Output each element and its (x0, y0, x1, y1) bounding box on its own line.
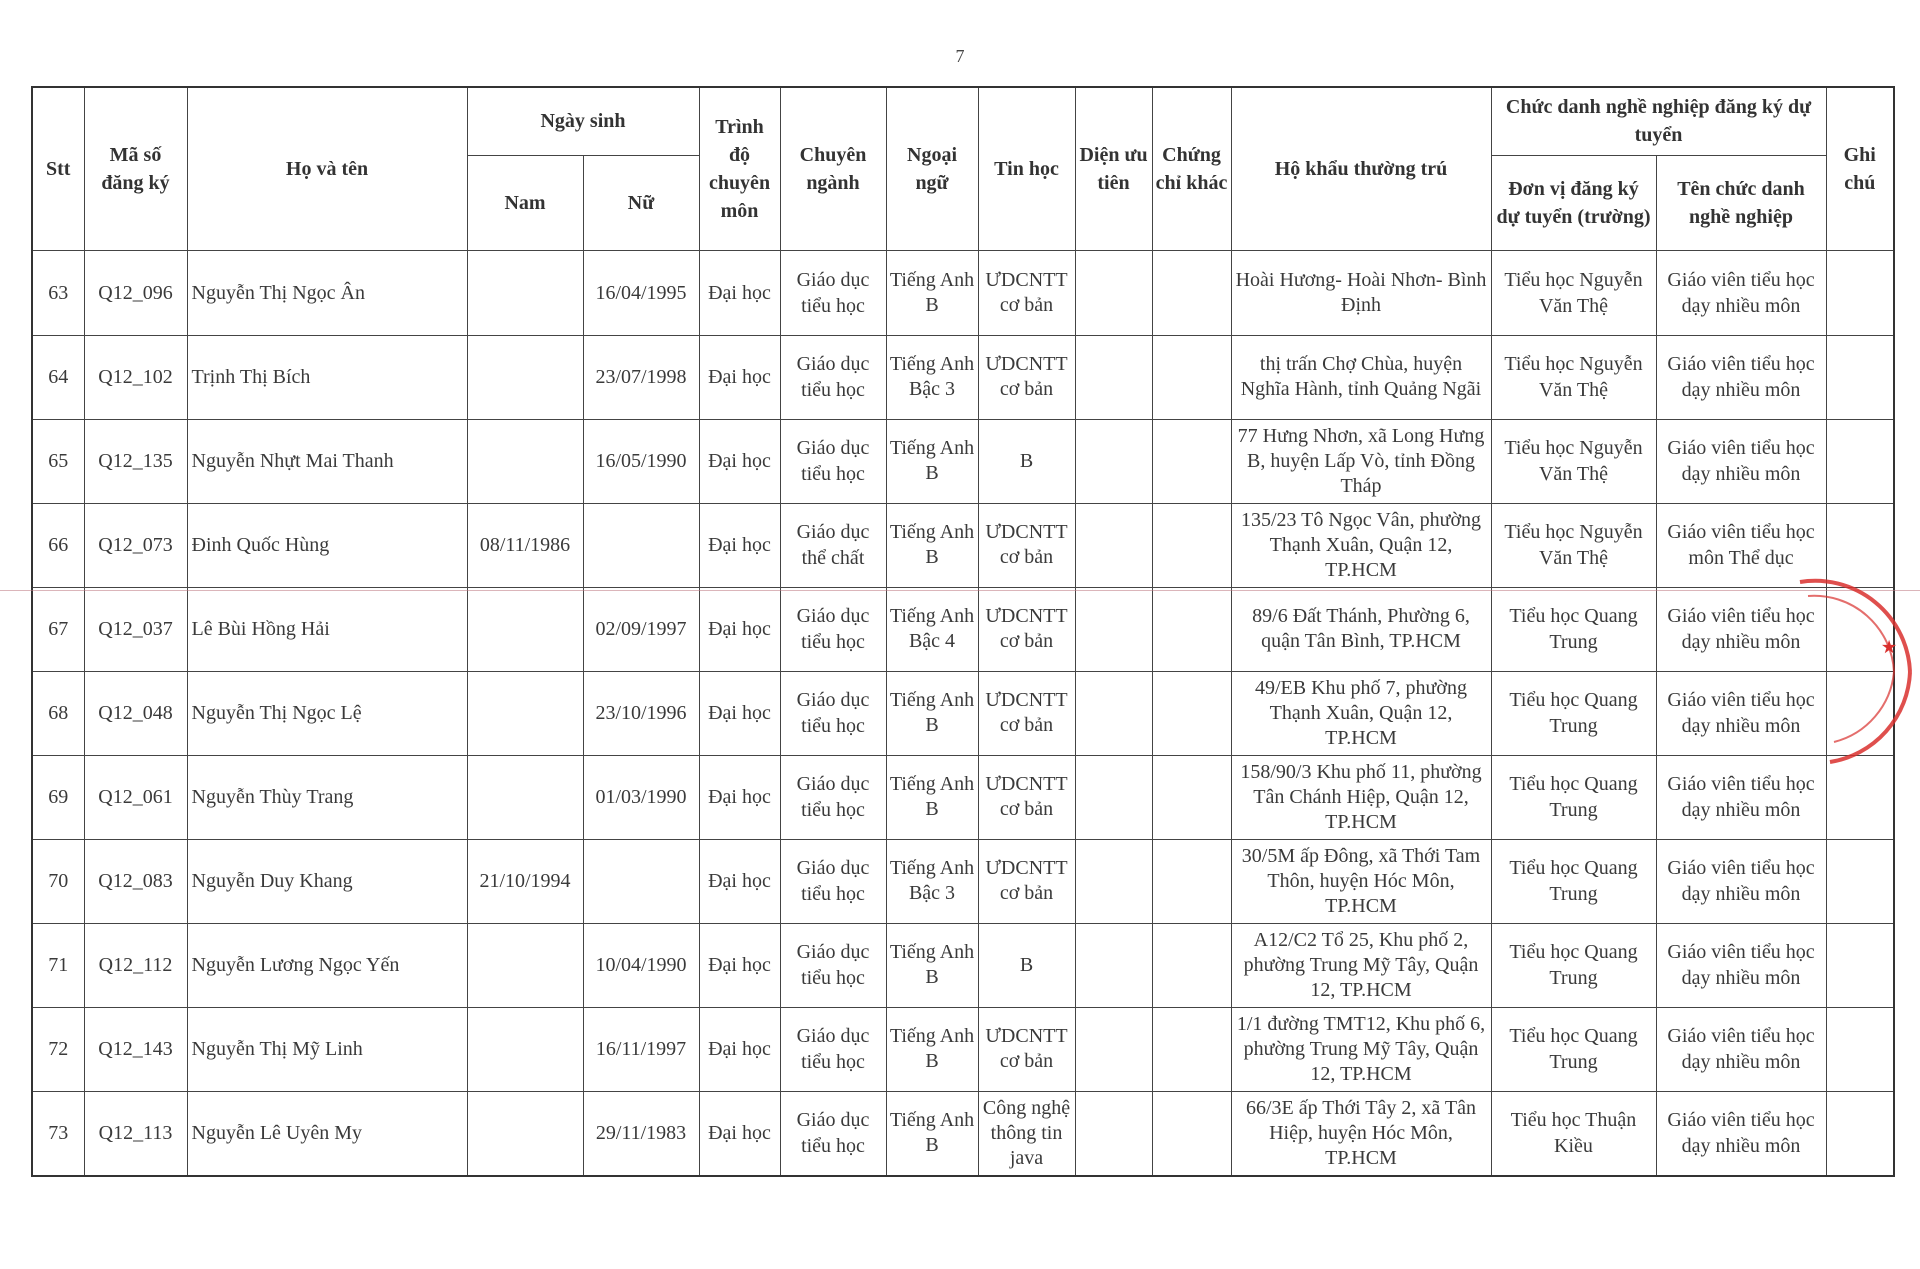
row-chuc-danh: Giáo viên tiểu học dạy nhiều môn (1656, 1007, 1826, 1091)
row-trinh-do: Đại học (699, 503, 780, 587)
row-dien-uu-tien (1075, 587, 1152, 671)
row-chuc-danh: Giáo viên tiểu học dạy nhiều môn (1656, 250, 1826, 335)
header-ho-ten: Họ và tên (187, 87, 467, 250)
candidate-table (31, 86, 1895, 1177)
row-don-vi: Tiểu học Thuận Kiều (1491, 1091, 1656, 1176)
table-row (32, 419, 1894, 503)
row-ghi-chu (1826, 503, 1894, 587)
table-row (32, 1091, 1894, 1176)
row-trinh-do: Đại học (699, 671, 780, 755)
row-chuyen-nganh: Giáo dục tiểu học (780, 755, 886, 839)
row-dien-uu-tien (1075, 1091, 1152, 1176)
row-tin-hoc: ƯDCNTT cơ bản (978, 839, 1075, 923)
row-ngoai-ngu: Tiếng Anh B (886, 671, 978, 755)
row-trinh-do: Đại học (699, 755, 780, 839)
page-number: 7 (955, 46, 965, 66)
row-dob-female: 23/10/1996 (583, 671, 699, 755)
header-ma-so: Mã số đăng ký (84, 87, 187, 250)
row-don-vi: Tiểu học Quang Trung (1491, 671, 1656, 755)
row-dob-male (467, 250, 583, 335)
row-ghi-chu (1826, 671, 1894, 755)
table-row (32, 755, 1894, 839)
row-ma-so: Q12_096 (84, 250, 187, 335)
row-chung-chi (1152, 335, 1231, 419)
header-tin-hoc: Tin học (978, 87, 1075, 250)
row-tin-hoc: B (978, 419, 1075, 503)
header-trinh-do: Trình độ chuyên môn (699, 87, 780, 250)
row-chung-chi (1152, 250, 1231, 335)
row-ho-khau: thị trấn Chợ Chùa, huyện Nghĩa Hành, tỉnh Quảng Ngãi (1231, 335, 1491, 419)
row-name: Nguyễn Thị Ngọc Lệ (187, 671, 467, 755)
row-dob-male: 08/11/1986 (467, 503, 583, 587)
row-stt: 65 (32, 419, 84, 503)
row-dob-female: 16/11/1997 (583, 1007, 699, 1091)
header-dien-uu-tien: Diện ưu tiên (1075, 87, 1152, 250)
row-don-vi: Tiểu học Quang Trung (1491, 923, 1656, 1007)
row-stt: 70 (32, 839, 84, 923)
row-ma-so: Q12_112 (84, 923, 187, 1007)
row-dob-female: 01/03/1990 (583, 755, 699, 839)
row-stt: 68 (32, 671, 84, 755)
header-ngay-sinh: Ngày sinh (467, 87, 699, 155)
row-trinh-do: Đại học (699, 335, 780, 419)
row-don-vi: Tiểu học Quang Trung (1491, 755, 1656, 839)
table-row (32, 587, 1894, 671)
row-dien-uu-tien (1075, 335, 1152, 419)
row-ma-so: Q12_073 (84, 503, 187, 587)
svg-text:★: ★ (1878, 637, 1899, 657)
row-chuyen-nganh: Giáo dục tiểu học (780, 419, 886, 503)
row-ghi-chu (1826, 250, 1894, 335)
row-stt: 71 (32, 923, 84, 1007)
row-dien-uu-tien (1075, 250, 1152, 335)
row-ghi-chu (1826, 923, 1894, 1007)
row-chung-chi (1152, 419, 1231, 503)
row-ho-khau: 77 Hưng Nhơn, xã Long Hưng B, huyện Lấp Vò, tỉnh Đồng Tháp (1231, 419, 1491, 503)
row-name: Nguyễn Nhựt Mai Thanh (187, 419, 467, 503)
row-chuyen-nganh: Giáo dục thể chất (780, 503, 886, 587)
row-stt: 72 (32, 1007, 84, 1091)
row-trinh-do: Đại học (699, 419, 780, 503)
row-stt: 63 (32, 250, 84, 335)
table-row (32, 335, 1894, 419)
row-stt: 69 (32, 755, 84, 839)
header-chung-chi: Chứng chỉ khác (1152, 87, 1231, 250)
row-ho-khau: Hoài Hương- Hoài Nhơn- Bình Định (1231, 250, 1491, 335)
row-ho-khau: 66/3E ấp Thới Tây 2, xã Tân Hiệp, huyện Hóc Môn, TP.HCM (1231, 1091, 1491, 1176)
row-ngoai-ngu: Tiếng Anh B (886, 1091, 978, 1176)
row-dob-female: 23/07/1998 (583, 335, 699, 419)
row-ho-khau: 89/6 Đất Thánh, Phường 6, quận Tân Bình, TP.HCM (1231, 587, 1491, 671)
row-ngoai-ngu: Tiếng Anh B (886, 503, 978, 587)
row-stt: 73 (32, 1091, 84, 1176)
table-row (32, 671, 1894, 755)
row-ma-so: Q12_113 (84, 1091, 187, 1176)
row-tin-hoc: ƯDCNTT cơ bản (978, 587, 1075, 671)
row-ho-khau: 49/EB Khu phố 7, phường Thạnh Xuân, Quận 12, TP.HCM (1231, 671, 1491, 755)
row-chuyen-nganh: Giáo dục tiểu học (780, 335, 886, 419)
table-row (32, 923, 1894, 1007)
row-ma-so: Q12_083 (84, 839, 187, 923)
row-chuc-danh: Giáo viên tiểu học dạy nhiều môn (1656, 1091, 1826, 1176)
row-name: Nguyễn Lê Uyên My (187, 1091, 467, 1176)
row-name: Nguyễn Duy Khang (187, 839, 467, 923)
row-name: Nguyễn Lương Ngọc Yến (187, 923, 467, 1007)
row-ngoai-ngu: Tiếng Anh B (886, 250, 978, 335)
header-ghi-chu: Ghi chú (1826, 87, 1894, 250)
row-dob-male (467, 755, 583, 839)
row-chuc-danh: Giáo viên tiểu học dạy nhiều môn (1656, 923, 1826, 1007)
row-dob-female: 02/09/1997 (583, 587, 699, 671)
row-chuc-danh: Giáo viên tiểu học dạy nhiều môn (1656, 755, 1826, 839)
row-dob-male (467, 335, 583, 419)
row-stt: 64 (32, 335, 84, 419)
row-ho-khau: 1/1 đường TMT12, Khu phố 6, phường Trung Mỹ Tây, Quận 12, TP.HCM (1231, 1007, 1491, 1091)
row-name: Nguyễn Thị Mỹ Linh (187, 1007, 467, 1091)
table-row (32, 250, 1894, 335)
row-don-vi: Tiểu học Nguyễn Văn Thệ (1491, 335, 1656, 419)
row-trinh-do: Đại học (699, 250, 780, 335)
row-ngoai-ngu: Tiếng Anh B (886, 923, 978, 1007)
row-stt: 66 (32, 503, 84, 587)
row-dien-uu-tien (1075, 839, 1152, 923)
row-dob-female (583, 503, 699, 587)
table-body (32, 250, 1894, 1176)
row-dien-uu-tien (1075, 419, 1152, 503)
row-ghi-chu (1826, 1007, 1894, 1091)
row-ghi-chu (1826, 755, 1894, 839)
row-name: Trịnh Thị Bích (187, 335, 467, 419)
row-tin-hoc: ƯDCNTT cơ bản (978, 671, 1075, 755)
row-chuyen-nganh: Giáo dục tiểu học (780, 250, 886, 335)
row-chung-chi (1152, 923, 1231, 1007)
row-chuyen-nganh: Giáo dục tiểu học (780, 671, 886, 755)
row-dob-female: 29/11/1983 (583, 1091, 699, 1176)
row-dien-uu-tien (1075, 671, 1152, 755)
header-stt: Stt (32, 87, 84, 250)
row-chuc-danh: Giáo viên tiểu học dạy nhiều môn (1656, 671, 1826, 755)
row-dob-male (467, 1007, 583, 1091)
row-dien-uu-tien (1075, 923, 1152, 1007)
row-don-vi: Tiểu học Quang Trung (1491, 587, 1656, 671)
row-chuyen-nganh: Giáo dục tiểu học (780, 1007, 886, 1091)
row-ma-so: Q12_061 (84, 755, 187, 839)
header-chuyen-nganh: Chuyên ngành (780, 87, 886, 250)
row-tin-hoc: ƯDCNTT cơ bản (978, 335, 1075, 419)
row-tin-hoc: ƯDCNTT cơ bản (978, 250, 1075, 335)
table-row (32, 503, 1894, 587)
row-dob-male: 21/10/1994 (467, 839, 583, 923)
row-dob-female: 16/05/1990 (583, 419, 699, 503)
row-ma-so: Q12_048 (84, 671, 187, 755)
row-don-vi: Tiểu học Nguyễn Văn Thệ (1491, 419, 1656, 503)
row-chung-chi (1152, 587, 1231, 671)
row-ma-so: Q12_143 (84, 1007, 187, 1091)
row-tin-hoc: ƯDCNTT cơ bản (978, 1007, 1075, 1091)
row-dob-female (583, 839, 699, 923)
row-tin-hoc: B (978, 923, 1075, 1007)
row-ho-khau: 135/23 Tô Ngọc Vân, phường Thạnh Xuân, Quận 12, TP.HCM (1231, 503, 1491, 587)
row-trinh-do: Đại học (699, 839, 780, 923)
header-ngoai-ngu: Ngoại ngữ (886, 87, 978, 250)
row-dien-uu-tien (1075, 755, 1152, 839)
row-name: Đinh Quốc Hùng (187, 503, 467, 587)
row-trinh-do: Đại học (699, 1091, 780, 1176)
row-ngoai-ngu: Tiếng Anh B (886, 755, 978, 839)
row-ho-khau: 158/90/3 Khu phố 11, phường Tân Chánh Hiệp, Quận 12, TP.HCM (1231, 755, 1491, 839)
row-ma-so: Q12_135 (84, 419, 187, 503)
row-chuyen-nganh: Giáo dục tiểu học (780, 839, 886, 923)
row-chuc-danh: Giáo viên tiểu học dạy nhiều môn (1656, 587, 1826, 671)
row-chung-chi (1152, 755, 1231, 839)
row-chuc-danh: Giáo viên tiểu học môn Thể dục (1656, 503, 1826, 587)
row-tin-hoc: ƯDCNTT cơ bản (978, 755, 1075, 839)
row-don-vi: Tiểu học Nguyễn Văn Thệ (1491, 250, 1656, 335)
row-ngoai-ngu: Tiếng Anh B (886, 1007, 978, 1091)
row-dob-female: 10/04/1990 (583, 923, 699, 1007)
header-ten-chuc-danh: Tên chức danh nghề nghiệp (1656, 155, 1826, 250)
row-ma-so: Q12_037 (84, 587, 187, 671)
header-nu: Nữ (583, 155, 699, 250)
row-name: Lê Bùi Hồng Hải (187, 587, 467, 671)
table-row (32, 1007, 1894, 1091)
row-dob-male (467, 587, 583, 671)
header-don-vi: Đơn vị đăng ký dự tuyển (trường) (1491, 155, 1656, 250)
row-chuc-danh: Giáo viên tiểu học dạy nhiều môn (1656, 335, 1826, 419)
row-ho-khau: A12/C2 Tổ 25, Khu phố 2, phường Trung Mỹ Tây, Quận 12, TP.HCM (1231, 923, 1491, 1007)
row-chuc-danh: Giáo viên tiểu học dạy nhiều môn (1656, 419, 1826, 503)
row-ngoai-ngu: Tiếng Anh Bậc 3 (886, 839, 978, 923)
row-tin-hoc: Công nghệ thông tin java (978, 1091, 1075, 1176)
row-chung-chi (1152, 503, 1231, 587)
row-chung-chi (1152, 671, 1231, 755)
row-trinh-do: Đại học (699, 1007, 780, 1091)
row-ma-so: Q12_102 (84, 335, 187, 419)
row-chung-chi (1152, 1091, 1231, 1176)
row-ngoai-ngu: Tiếng Anh Bậc 3 (886, 335, 978, 419)
row-chuc-danh: Giáo viên tiểu học dạy nhiều môn (1656, 839, 1826, 923)
row-don-vi: Tiểu học Nguyễn Văn Thệ (1491, 503, 1656, 587)
row-ghi-chu (1826, 839, 1894, 923)
row-name: Nguyễn Thùy Trang (187, 755, 467, 839)
row-tin-hoc: ƯDCNTT cơ bản (978, 503, 1075, 587)
row-chuyen-nganh: Giáo dục tiểu học (780, 587, 886, 671)
row-ghi-chu (1826, 419, 1894, 503)
header-nam: Nam (467, 155, 583, 250)
row-ghi-chu (1826, 587, 1894, 671)
row-don-vi: Tiểu học Quang Trung (1491, 1007, 1656, 1091)
row-trinh-do: Đại học (699, 587, 780, 671)
row-ghi-chu (1826, 1091, 1894, 1176)
row-dob-male (467, 419, 583, 503)
row-chung-chi (1152, 839, 1231, 923)
row-dien-uu-tien (1075, 1007, 1152, 1091)
row-ghi-chu (1826, 335, 1894, 419)
header-chuc-danh: Chức danh nghề nghiệp đăng ký dự tuyển (1491, 87, 1826, 155)
row-don-vi: Tiểu học Quang Trung (1491, 839, 1656, 923)
row-chung-chi (1152, 1007, 1231, 1091)
row-ngoai-ngu: Tiếng Anh Bậc 4 (886, 587, 978, 671)
row-trinh-do: Đại học (699, 923, 780, 1007)
row-dien-uu-tien (1075, 503, 1152, 587)
scan-fold-line (0, 590, 1920, 591)
row-ngoai-ngu: Tiếng Anh B (886, 419, 978, 503)
row-dob-male (467, 1091, 583, 1176)
row-chuyen-nganh: Giáo dục tiểu học (780, 1091, 886, 1176)
row-stt: 67 (32, 587, 84, 671)
row-dob-female: 16/04/1995 (583, 250, 699, 335)
table-row (32, 839, 1894, 923)
row-name: Nguyễn Thị Ngọc Ân (187, 250, 467, 335)
row-dob-male (467, 671, 583, 755)
row-chuyen-nganh: Giáo dục tiểu học (780, 923, 886, 1007)
row-ho-khau: 30/5M ấp Đông, xã Thới Tam Thôn, huyện Hóc Môn, TP.HCM (1231, 839, 1491, 923)
header-ho-khau: Hộ khẩu thường trú (1231, 87, 1491, 250)
row-dob-male (467, 923, 583, 1007)
